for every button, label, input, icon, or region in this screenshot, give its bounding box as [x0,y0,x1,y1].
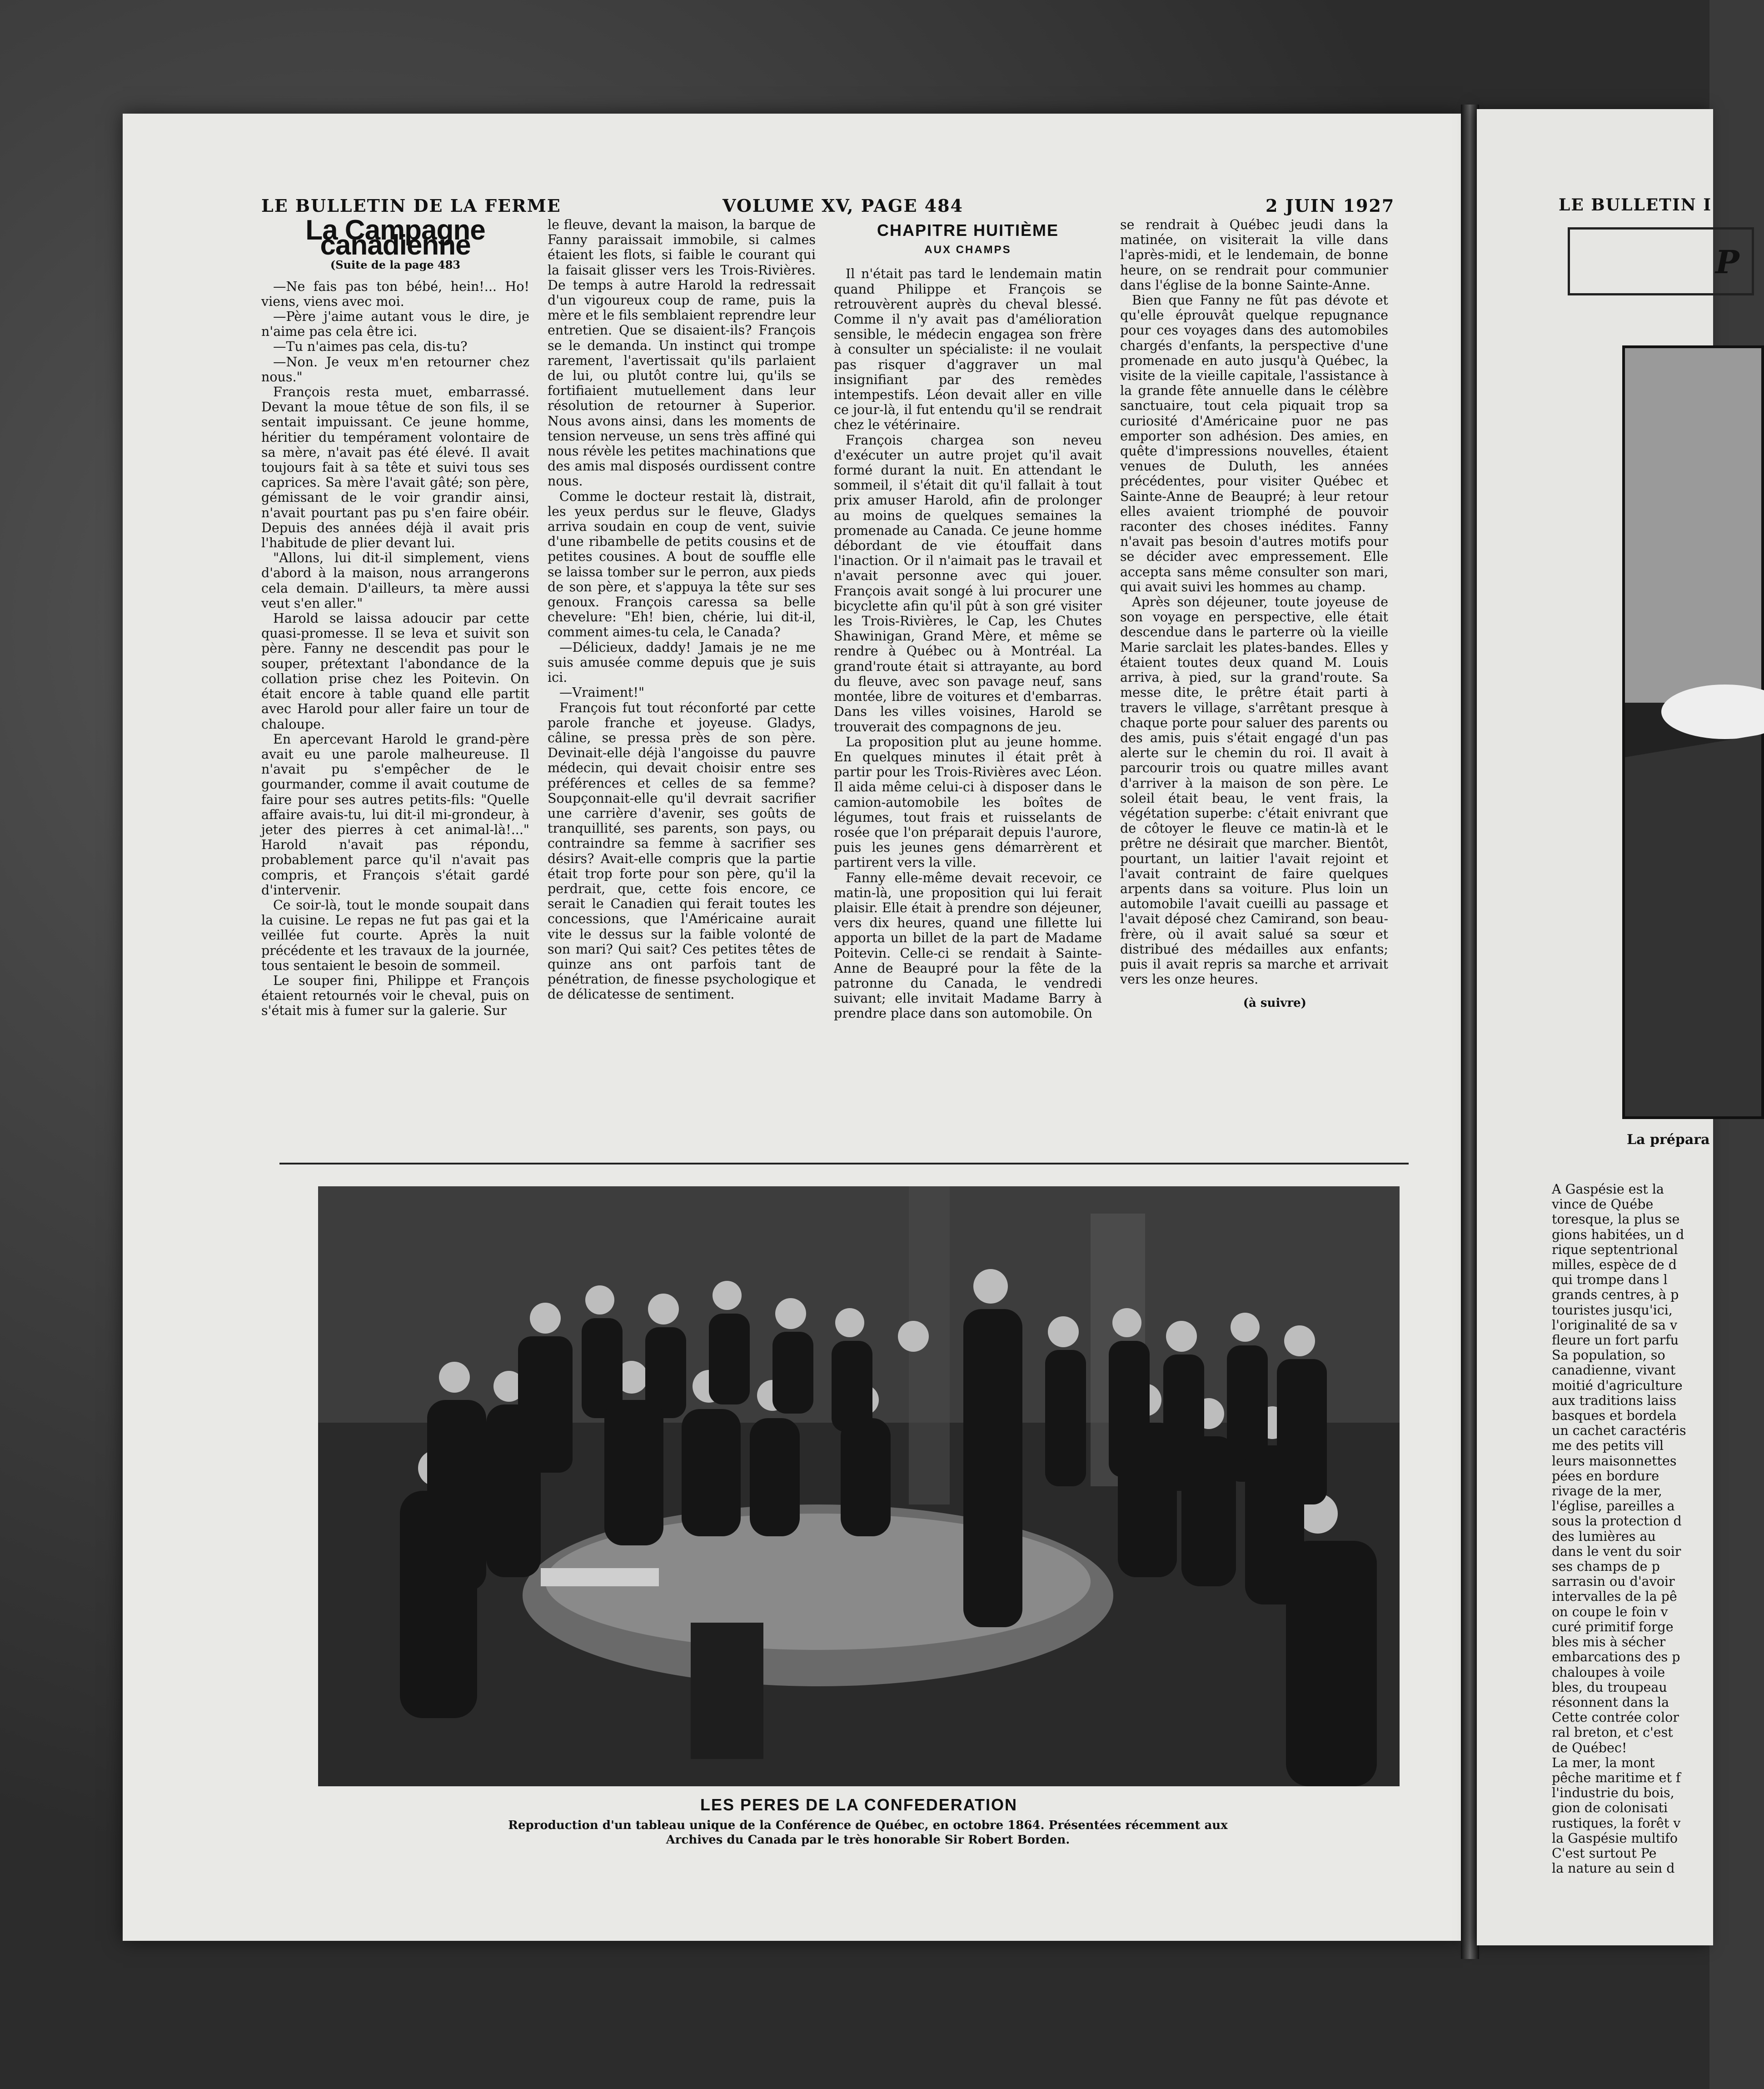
paragraph: —Non. Je veux m'en retourner chez nous." [261,354,529,385]
novel-title: La Campagne canadienne [305,215,485,261]
facing-text-line: grands centres, à p [1552,1287,1679,1303]
facing-text-line: basques et bordela [1552,1408,1677,1424]
facing-text-line: me des petits vill [1552,1438,1664,1454]
paragraph: Comme le docteur restait là, distrait, les yeux perdus sur le fleuve, Gladys arriva soudain en coup de vent, suivie d'une ribambelle de petits cousins et de petites cousines. A bout de souffle elle se laissa tomber sur le perron, aux pieds de son père, et s'appuya la tête sur ses genoux. François caressa sa belle chevelure: "Eh! bien, chérie, lui dit-il, comment aimes-tu cela, le Canada? [548,489,816,640]
article-column-2 [548,217,816,1002]
facing-text-line: Sa population, so [1552,1348,1665,1363]
chapter-title: CHAPITRE HUITIÈME [877,221,1059,240]
facing-text-line: canadienne, vivant [1552,1363,1676,1378]
facing-text-line: l'industrie du bois, [1552,1785,1674,1801]
paragraph: —Délicieux, daddy! Jamais je ne me suis amusée comme depuis que je suis ici. [548,640,816,685]
paragraph: Bien que Fanny ne fût pas dévote et qu'elle éprouvât quelque repugnance pour ces voyages dans des automobiles chargés d'enfants, la perspective d'une promenade en auto jusqu'à Québec, la visite de la vieille capitale, l'assistance à la grande fête annuelle dans le célèbre sanctuaire, tout cela piquait trop sa curiosité d'Américaine puor ne pas emporter son adhésion. Des amies, en quête d'impressions nouvelles, étaient venues de Duluth, les années précédentes, pour visiter Québec et Sainte-Anne de Beaupré; à leur retour elles avaient triomphé de pouvoir raconter des choses inédites. Fanny n'avait pas besoin d'autres motifs pour se décider avec empressement. Elle accepta sans même consulter son mari, qui avait suivi les hommes au champ. [1120,293,1388,595]
facing-text-line: l'église, pareilles a [1552,1499,1675,1514]
paragraph: —Ne fais pas ton bébé, hein!... Ho! viens, viens avec moi. [261,279,529,309]
facing-page [1477,109,1739,1945]
facing-text-line: un cachet caractéris [1552,1423,1686,1439]
paragraph: Fanny elle-même devait recevoir, ce matin-là, une proposition qui lui ferait plaisir. Elle était à prendre son déjeuner, vers dix heures, quand une fillette lui apporta un billet de la part de Madame Poitevin. Celle-ci se rendait à Sainte-Anne de Beaupré pour la fête de la patronne du Canada, le vendredi suivant; elle invitait Madame Barry à prendre place dans son automobile. On [834,870,1102,1021]
chapter-subtitle: AUX CHAMPS [924,244,1012,256]
paragraph: François resta muet, embarrassé. Devant la moue têtue de son fils, il se sentait impuissant. Ce jeune homme, héritier du tempérament volontaire de sa mère, n'avait pas été élevé. Il avait toujours fait à sa tête et suivi tous ses caprices. Sa mère l'avait gâté; son père, gémissant de le voir grandir ainsi, n'avait pourtant pas pu s'en faire obéir. Depuis des années déjà il avait pris l'habitude de plier devant lui. [261,385,529,551]
facing-woodcut-caption: La prépara [1627,1132,1710,1148]
painting-title: LES PERES DE LA CONFEDERATION [700,1795,1018,1814]
header-masthead: LE BULLETIN DE LA FERME [261,195,561,216]
facing-text-line: rivage de la mer, [1552,1484,1662,1499]
facing-text-line: rustiques, la forêt v [1552,1815,1681,1831]
paragraph: François fut tout réconforté par cette parole franche et joyeuse. Gladys, câline, se pressa près de son père. Devinait-elle déjà l'angoisse du pauvre médecin, qui devait choisir entre ses préférences et celles de sa femme? Soupçonnait-elle qu'il devrait sacrifier une carrière d'avenir, ses goûts de tranquillité, ses parents, son pays, ou contraindre sa femme à sacrifier ses désirs? Avait-elle compris que la partie était trop forte pour son père, qu'il la perdrait, que, cette fois encore, ce serait le Canadien qui ferait toutes les concessions, que l'Américaine aurait vite le dessus sur la faible volonté de son mari? Qui sait? Ces petites têtes de quinze ans ont parfois tant de pénétration, de finesse psychologique et de délicatesse de sentiment. [548,700,816,1002]
paragraph: Harold se laissa adoucir par cette quasi-promesse. Il se leva et suivit son père. Fanny ne descendit pas pour le souper, prétextant l'abondance de la collation prise chez les Poitevin. On était encore à table quand elle partit avec Harold pour aller faire un tour de chaloupe. [261,611,529,732]
paragraph: Il n'était pas tard le lendemain matin quand Philippe et François se retrouvèrent auprès du cheval blessé. Comme il n'y avait pas d'amélioration sensible, le médecin engagea son frère à consulter un spécialiste: il ne voulait pas risquer d'aggraver un mal insignifiant par des remèdes intempestifs. Léon devait aller en ville ce jour-là, il fut entendu qu'il se rendrait chez le vétérinaire. [834,266,1102,433]
facing-text-line: curé primitif forge [1552,1619,1674,1634]
facing-text-line: la nature au sein d [1552,1861,1675,1876]
facing-text-line: résonnent dans la [1552,1694,1669,1710]
facing-text-line: chaloupes à voile [1552,1664,1665,1680]
facing-text-line: sarrasin ou d'avoir [1552,1574,1675,1589]
paragraph: En apercevant Harold le grand-père avait eu une parole malheureuse. Il n'avait pu s'empêcher de le gourmander, comme il avait coutume de faire pour ses autres petits-fils: "Quelle affaire avais-tu, lui dit-il mi-grondeur, à jeter des pierres à cet animal-là!..." Harold n'avait pas répondu, probablement parce qu'il n'avait pas compris, et François s'était gardé d'intervenir. [261,731,529,898]
continued-note: (Suite de la page 483 [330,258,461,272]
article-column-1 [261,215,529,1019]
facing-title-letter: P [1715,243,1739,281]
facing-text-line: l'originalité de sa v [1552,1317,1678,1333]
caption-line: Reproduction d'un tableau unique de la Conférence de Québec, en octobre 1864. Présentées récemment aux [508,1819,1228,1832]
confederation-painting [318,1186,1400,1786]
facing-article [1552,1182,1715,1876]
facing-text-line: on coupe le foin v [1552,1604,1668,1619]
paragraph: François chargea son neveu d'exécuter un autre projet qu'il avait formé durant la nuit. En attendant le sommeil, il s'était dit qu'il fallait à tout prix amuser Harold, afin de prolonger au moins de quelques semaines la promenade au Canada. Ce jeune homme débordant de vie étouffait dans l'inaction. Or il n'aimait pas le travail et n'avait personne avec qui jouer. François avait songé à lui procurer une bicyclette afin qu'il pût à son gré visiter les Trois-Rivières, le Cap, les Chutes Shawinigan, Grand Mère, et même se rendre à Québec ou à Montréal. La grand'route était si attrayante, au bord du fleuve, avec son pavage neuf, sans montée, libre de voitures et d'embarras. Dans les villes voisines, Harold se trouverait des compagnons de jeu. [834,432,1102,735]
facing-text-line: ses champs de p [1552,1559,1660,1574]
facing-text-line: milles, espèce de d [1552,1257,1677,1273]
paragraph: Ce soir-là, tout le monde soupait dans la cuisine. Le repas ne fut pas gai et la veillée fut courte. Après la nuit précédente et les travaux de la journée, tous sentaient le besoin de sommeil. [261,897,529,973]
facing-woodcut-image [1622,345,1764,1119]
section-divider [279,1163,1409,1164]
facing-text-line: leurs maisonnettes [1552,1453,1677,1469]
paragraph: Après son déjeuner, toute joyeuse de son voyage en perspective, elle était descendue dans le parterre où la vieille Marie sarclait les plates-bandes. Elles y étaient toutes deux quand M. Louis arriva, à pied, sur la grand'route. Sa messe dite, le prêtre était parti à travers le village, s'arrêtant presque à chaque porte pour saluer des parents ou des amis, puis s'était engagé d'un pas alerte sur le chemin du roi. Il avait à parcourir trois ou quatre milles avant d'arriver à la maison de son père. Le soleil était beau, le vent frais, la végétation superbe: c'était enivrant que de côtoyer le fleuve ce matin-là et le prêtre ne désirait que marcher. Bientôt, pourtant, un laitier l'avait rejoint et l'avait contraint de faire quelques arpents dans sa voiture. Plus loin un automobile l'avait cueilli au passage et l'avait déposé chez Camirand, son beau-frère, où il avait salué sa sœur et distribué des médailles aux enfants; puis il avait repris sa marche et arrivait vers les onze heures. [1120,595,1388,987]
facing-text-line: bles, du troupeau [1552,1679,1667,1695]
facing-text-line: pêche maritime et f [1552,1770,1681,1785]
header-volume: VOLUME XV, PAGE 484 [723,195,963,216]
facing-text-line: toresque, la plus se [1552,1212,1680,1227]
painting-illustration [318,1186,1400,1786]
paragraph: —Père j'aime autant vous le dire, je n'aime pas cela être ici. [261,309,529,340]
facing-text-line: touristes jusqu'ici, [1552,1302,1673,1318]
facing-text-line: gions habitées, un d [1552,1227,1684,1242]
facing-text-line: de Québec! [1552,1740,1627,1755]
facing-text-line: sous la protection d [1552,1514,1682,1529]
facing-text-line: rique septentrional [1552,1242,1678,1257]
paragraph: La proposition plut au jeune homme. En quelques minutes il était prêt à partir pour les Trois-Rivières avec Léon. Il aida même celui-ci à disposer dans le camion-automobile les boîtes de légumes, tout frais et ruisselants de rosée que l'on préparait depuis l'aurore, puis les jeunes gens démarrèrent et partirent vers la ville. [834,734,1102,870]
paragraph: se rendrait à Québec jeudi dans la matinée, on visiterait la ville dans l'après-midi, et le lendemain, de bonne heure, on se rendrait pour communier dans l'église de la bonne Sainte-Anne. [1120,217,1388,293]
facing-text-line: Cette contrée color [1552,1710,1679,1725]
facing-text-line: moitié d'agriculture [1552,1378,1683,1393]
facing-text-line: dans le vent du soir [1552,1544,1681,1559]
paragraph: —Vraiment!" [559,685,645,700]
article-column-4 [1120,217,1388,1011]
paragraph: le fleuve, devant la maison, la barque de Fanny paraissait immobile, si calmes étaient les flots, si faible le courant qui la faisait glisser vers les Trois-Rivières. De temps à autre Harold la redressait d'un vigoureux coup de rame, puis la mère et le fils semblaient reprendre leur entretien. Que se disaient-ils? François se le demanda. Un instinct qui trompe rarement, l'avertissait qu'ils parlaient de lui, ou plutôt contre lui, qu'ils se fortifiaient mutuellement dans leur résolution de retourner à Superior. Nous avons ainsi, dans les moments de tension nerveuse, un sens très affiné qui nous révèle les petites machinations que des amis mal disposés ourdissent contre nous. [548,217,816,489]
facing-text-line: fleure un fort parfu [1552,1333,1679,1348]
facing-text-line: embarcations des p [1552,1649,1680,1665]
facing-text-line: pées en bordure [1552,1468,1659,1484]
header-date: 2 JUIN 1927 [1266,195,1395,216]
newspaper-page [123,114,1463,1941]
paragraph: —Tu n'aimes pas cela, dis-tu? [273,339,468,355]
article-column-3 [834,223,1102,1021]
facing-text-line: aux traditions laiss [1552,1393,1677,1408]
facing-text-line: la Gaspésie multifo [1552,1830,1678,1846]
page-gutter [1461,105,1479,1959]
facing-text-line: qui trompe dans l [1552,1272,1668,1288]
facing-text-line: A Gaspésie est la [1552,1182,1664,1197]
facing-text-line: des lumières au [1552,1529,1656,1544]
caption-line: Archives du Canada par le très honorable Sir Robert Borden. [666,1833,1070,1847]
facing-header: LE BULLETIN I [1559,195,1712,215]
paragraph: Le souper fini, Philippe et François étaient retournés voir le cheval, puis on s'était mis à fumer sur la galerie. Sur [261,973,529,1019]
facing-text-line: vince de Québe [1552,1197,1654,1212]
facing-text-line: bles mis à sécher [1552,1634,1666,1650]
facing-text-line: gion de colonisati [1552,1800,1668,1816]
to-be-continued: (à suivre) [1243,996,1306,1010]
painting-caption [377,1818,1359,1847]
facing-title-box [1568,227,1754,295]
facing-text-line: La mer, la mont [1552,1755,1655,1770]
facing-text-line: intervalles de la pê [1552,1589,1677,1604]
facing-text-line: C'est surtout Pe [1552,1845,1657,1861]
paragraph: "Allons, lui dit-il simplement, viens d'abord à la maison, nous arrangerons cela demain. D'ailleurs, ta mère aussi veut s'en aller." [261,550,529,611]
facing-text-line: ral breton, et c'est [1552,1725,1673,1740]
